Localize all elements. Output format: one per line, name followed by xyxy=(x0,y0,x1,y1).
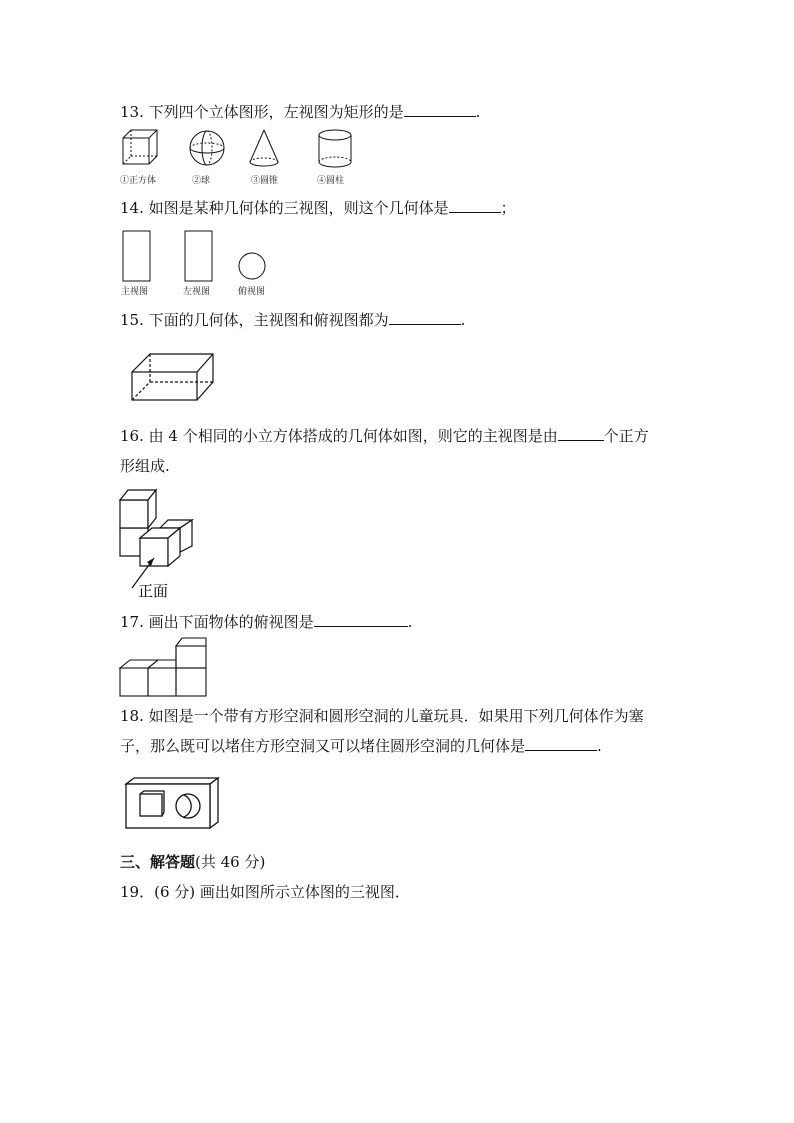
caption-side-view: 左视图 xyxy=(183,287,211,297)
section-3-title: 三、解答题 xyxy=(120,853,196,871)
caption-front-view: 主视图 xyxy=(121,287,149,297)
caption-cube: ①正方体 xyxy=(120,176,157,186)
sphere-figure xyxy=(190,131,224,165)
question-17: 17. 画出下面物体的俯视图是 . xyxy=(120,613,413,631)
answer-blank xyxy=(314,612,408,627)
cone-figure xyxy=(250,130,278,166)
toy-figure xyxy=(120,774,224,832)
blocks-figure xyxy=(116,636,212,700)
caption-top-view: 俯视图 xyxy=(238,287,266,297)
front-label: 正面 xyxy=(138,582,169,600)
question-19: 19．(6 分) 画出如图所示立体图的三视图． xyxy=(120,883,410,901)
section-3-note: (共 46 分) xyxy=(195,853,266,871)
question-14-views xyxy=(118,228,278,298)
answer-blank xyxy=(558,426,604,441)
question-18-line2: 子，那么既可以堵住方形空洞又可以堵住圆形空洞的几何体是 . xyxy=(120,737,602,755)
side-view-rect xyxy=(185,231,212,281)
section-3-heading xyxy=(120,851,265,872)
question-16-line1: 16. 由 4 个相同的小立方体搭成的几何体如图，则它的主视图是由 个正方 xyxy=(120,427,649,445)
question-15-text: 15. 下面的几何体，主视图和俯视图都为 xyxy=(120,311,389,329)
question-16-text: 16. 由 4 个相同的小立方体搭成的几何体如图，则它的主视图是由 xyxy=(120,427,558,445)
question-13-figures xyxy=(118,126,368,188)
question-14: 14. 如图是某种几何体的三视图，则这个几何体是 ； xyxy=(120,199,516,217)
top-view-circle xyxy=(239,253,265,279)
cuboid-figure xyxy=(128,350,218,404)
question-15: 15. 下面的几何体，主视图和俯视图都为 . xyxy=(120,311,466,329)
caption-cylinder: ④圆柱 xyxy=(317,176,345,186)
question-13: 13. 下列四个立体图形，左视图为矩形的是 . xyxy=(120,103,481,121)
answer-blank xyxy=(449,198,501,213)
question-16-line2: 形组成. xyxy=(120,457,170,475)
answer-blank xyxy=(525,736,597,751)
caption-sphere: ②球 xyxy=(192,176,211,186)
caption-cone: ③圆锥 xyxy=(251,176,279,186)
answer-blank xyxy=(389,310,461,325)
cylinder-figure xyxy=(319,130,351,167)
front-view-rect xyxy=(123,231,150,281)
question-14-text: 14. 如图是某种几何体的三视图，则这个几何体是 xyxy=(120,199,449,217)
answer-blank xyxy=(404,102,476,117)
question-13-text: 13. 下列四个立体图形，左视图为矩形的是 xyxy=(120,103,404,121)
cube-figure xyxy=(123,130,157,164)
cubes-figure xyxy=(114,486,204,602)
question-18-line1: 18. 如图是一个带有方形空洞和圆形空洞的儿童玩具．如果用下列几何体作为塞 xyxy=(120,707,644,725)
question-17-text: 17. 画出下面物体的俯视图是 xyxy=(120,613,314,631)
